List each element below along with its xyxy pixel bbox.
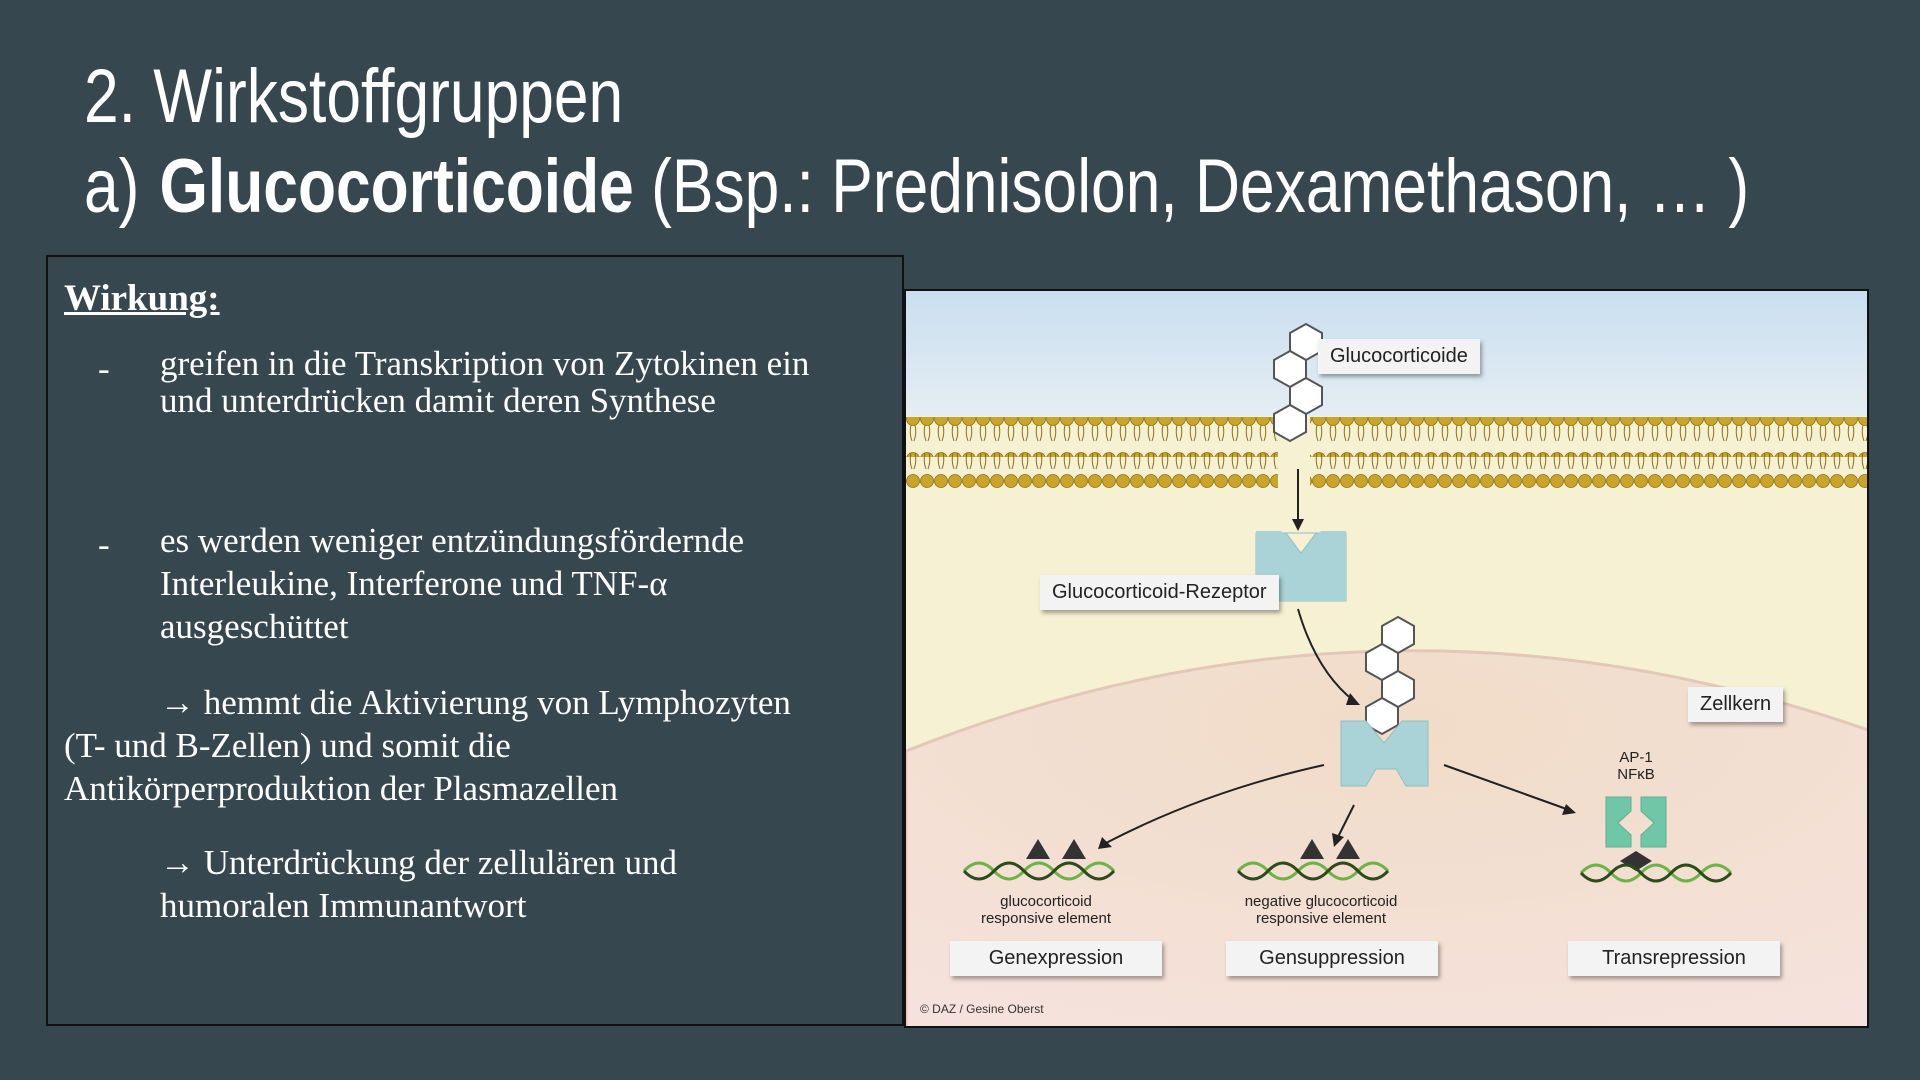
bullet-2-line3: ausgeschüttet: [160, 607, 349, 646]
label-rezeptor: Glucocorticoid-Rezeptor: [1040, 575, 1279, 610]
label-ngre-line2: responsive element: [1255, 910, 1387, 927]
slide-subtitle: [84, 142, 1749, 232]
label-nfkb: NFκB: [1617, 766, 1655, 783]
bullet-1: [160, 345, 809, 419]
label-ngre-line1: negative glucocorticoid: [1244, 893, 1398, 910]
bullet-dash: -: [98, 525, 110, 564]
subtitle-bold: Glucocorticoide: [159, 144, 634, 229]
arrow-point-2-line1: → Unterdrückung der zellulären und: [160, 843, 678, 882]
arrow-point-1-line2: (T- und B-Zellen) und somit die: [64, 726, 511, 765]
arrow-point-1-line1: → hemmt die Aktivierung von Lymphozyten: [160, 683, 791, 722]
arrow-point-1-line3: Antikörperproduktion der Plasmazellen: [64, 769, 619, 808]
label-ngre: [1226, 893, 1416, 927]
bullet-2-line2: Interleukine, Interferone und TNF-α: [160, 564, 668, 603]
bullet-dash: -: [98, 349, 110, 388]
box-genexpression: Genexpression: [950, 941, 1162, 976]
wirkung-heading: Wirkung:: [64, 278, 220, 319]
label-glucocorticoide: Glucocorticoide: [1318, 339, 1480, 374]
copyright-notice: © DAZ / Gesine Oberst: [920, 1002, 1044, 1016]
label-ap1: AP-1: [1619, 749, 1653, 766]
wirkung-textbox: [46, 255, 904, 1026]
bullet-2: [160, 519, 744, 648]
label-gre: [966, 893, 1126, 927]
arrow-point-1: [64, 681, 894, 810]
bullet-2-line1: es werden weniger entzündungsfördernde: [160, 521, 745, 560]
label-gre-line1: glucocorticoid: [1000, 893, 1092, 910]
bullet-1-line2: und unterdrücken damit deren Synthese: [160, 381, 716, 420]
arrow-point-2: [160, 841, 677, 927]
slide-title: 2. Wirkstoffgruppen: [84, 54, 624, 139]
glucocorticoid-mechanism-figure: [904, 289, 1869, 1028]
label-zellkern: Zellkern: [1688, 687, 1783, 722]
label-ap1-nfkb: [1606, 749, 1666, 783]
subtitle-label: a): [84, 144, 140, 229]
box-transrepression: Transrepression: [1568, 941, 1780, 976]
subtitle-examples: (Bsp.: Prednisolon, Dexamethason, … ): [633, 144, 1750, 229]
label-gre-line2: responsive element: [980, 910, 1112, 927]
bullet-1-line1: greifen in die Transkription von Zytokinen ein: [160, 344, 810, 383]
box-gensuppression: Gensuppression: [1226, 941, 1438, 976]
arrow-point-2-line2: humoralen Immunantwort: [160, 886, 527, 925]
